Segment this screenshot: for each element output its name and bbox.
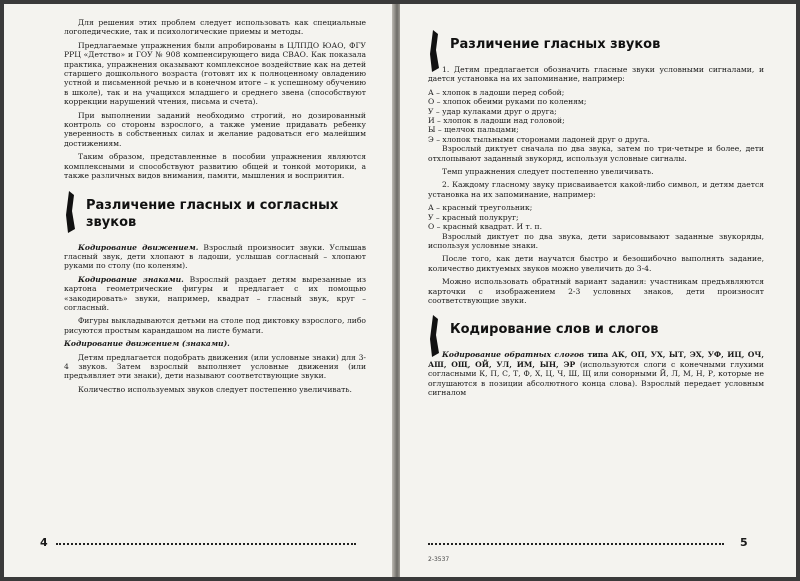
list-item: А – хлопок в ладоши перед собой;	[428, 87, 565, 97]
section-title: Кодирование слов и слогов	[450, 322, 659, 338]
left-page	[4, 4, 396, 577]
list-item: Ы – щелчок пальцами;	[428, 125, 519, 135]
task-paragraph: Темп упражнения следует постепенно увеличивать.	[442, 167, 654, 177]
section-title: Различение гласных и согласных звуков	[86, 197, 339, 230]
page-number: 4	[40, 536, 48, 549]
list-item: Э – хлопок тыльными сторонами ладоней друг о друга.	[428, 134, 650, 144]
dotted-divider	[56, 543, 356, 545]
section-title: Различение гласных звуков	[450, 37, 661, 52]
task-intro: 2. Каждому гласному звуку присваивается какой-либо символ, и детям дается установка на их запоминание, например:	[428, 180, 764, 199]
exercise-label: Кодирование знаками.	[78, 274, 184, 284]
exercise-paragraph	[64, 275, 366, 313]
exercise-text: Взрослый произносит звуки. Услышав гласный звук, дети хлопают в ладоши, услышав согласный – хлопают руками по столу (по коленям).	[64, 242, 366, 271]
dotted-divider	[428, 543, 724, 545]
task-paragraph: После того, как дети научатся быстро и безошибочно выполнять задание, количество диктуемых звуков можно увеличить до 3-4.	[428, 254, 764, 273]
list-item: А – красный треугольник;	[428, 203, 533, 213]
syllable-list: типа АК, ОП, УХ, ЫТ, ЭХ, УФ, ИЦ, ОЧ, АШ, ОЩ, ОЙ, УЛ, ИМ, ЫН, ЭР	[428, 350, 764, 369]
section-heading-vowels	[428, 36, 764, 53]
list-item: О – хлопок обеими руками по коленям;	[428, 97, 587, 107]
right-page	[400, 4, 796, 577]
list-item: У – красный полукруг;	[428, 212, 519, 222]
exercise-label: Кодирование движением (знаками).	[64, 339, 230, 349]
list-item: О – красный квадрат. И т. п.	[428, 222, 542, 232]
exercise-text: (используются слоги с конечными глухими согласными К, П, С, Т, Ф, Х, Ц, Ч, Ш, Щ или сонорными Й, Л, М, Н, Р, которые не оглушаются в позиции абсолютного конца слова). Взрослый передает условным сигналом	[428, 359, 764, 397]
exercise-text: Взрослый раздает детям вырезанные из картона геометрические фигуры и предлагает с их помощью «закодировать» звуки, например, квадрат – гласный звук, круг – согласный.	[64, 274, 366, 312]
task-intro: 1. Детям предлагается обозначить гласные звуки условными сигналами, и дается установка на их запоминание, например:	[428, 65, 764, 84]
coding-paragraph	[428, 350, 764, 397]
intro-paragraph: Таким образом, представленные в пособии упражнения являются комплексными и способствуют развитию общей и тонкой моторики, а также различных видов внимания, памяти, мышления и восприятия.	[64, 152, 366, 181]
exercise-label-line	[64, 339, 366, 348]
exercise-label: Кодирование обратных слогов	[442, 350, 584, 360]
task-paragraph: Взрослый диктует сначала по два звука, затем по три-четыре и более, дети отхлопывают заданный звукоряд, используя условные сигналы.	[428, 144, 764, 163]
task-paragraph: Взрослый диктует по два звука, дети зарисовывают заданные звукоряды, используя условные знаки.	[428, 231, 764, 250]
brush-stroke-icon	[64, 191, 78, 233]
exercise-paragraph: Детям предлагается подобрать движения (или условные знаки) для 3-4 звуков. Затем взрослый выполняет условные движения (или предъявляет эти знаки), дети называют соответствующие звуки.	[64, 352, 366, 381]
section-heading-words-syllables	[428, 321, 764, 338]
exercise-paragraph: Количество используемых звуков следует постепенно увеличивать.	[78, 384, 352, 394]
intro-paragraph: Для решения этих проблем следует использовать как специальные логопедические, так и психологические приемы и методы.	[64, 18, 366, 37]
list-item: У – удар кулаками друг о друга;	[428, 106, 557, 116]
brush-stroke-icon	[428, 315, 442, 357]
task-paragraph: Можно использовать обратный вариант задания: участникам предъявляются карточки с изображением 2-3 условных знаков, дети произносят соответствующие звуки.	[428, 277, 764, 305]
exercise-paragraph: Фигуры выкладываются детьми на столе под диктовку взрослого, либо рисуются простым карандашом на листе бумаги.	[64, 316, 366, 335]
page-number: 5	[740, 536, 748, 549]
section-heading-vowels-consonants	[64, 197, 366, 231]
brush-stroke-icon	[428, 30, 442, 72]
list-item: И – хлопок в ладоши над головой;	[428, 116, 565, 126]
intro-paragraph: При выполнении заданий необходимо строгий, но дозированный контроль со стороны взрослого, а также умение придавать ребенку уверенность в собственных силах и желание радоваться его малейшим достижениям.	[64, 110, 366, 148]
exercise-paragraph	[64, 243, 366, 271]
intro-paragraph: Предлагаемые упражнения были апробированы в ЦЛПДО ЮАО, ФГУ РРЦ «Детство» и ГОУ № 908 компенсирующего вида СВАО. Как показала практика, упражнения оказывают комплексное воздействие как на детей старшего дошкольного возраста (готовят их к полноценному овладению устной и письменной речью и в конечном итоге – к успешному обучению в школе), так и на учащихся младшего и среднего звена (способствуют коррекции нарушений чтения, письма и счета).	[64, 40, 366, 107]
exercise-label: Кодирование движением.	[78, 242, 199, 252]
print-code: 2-3537	[428, 556, 450, 563]
